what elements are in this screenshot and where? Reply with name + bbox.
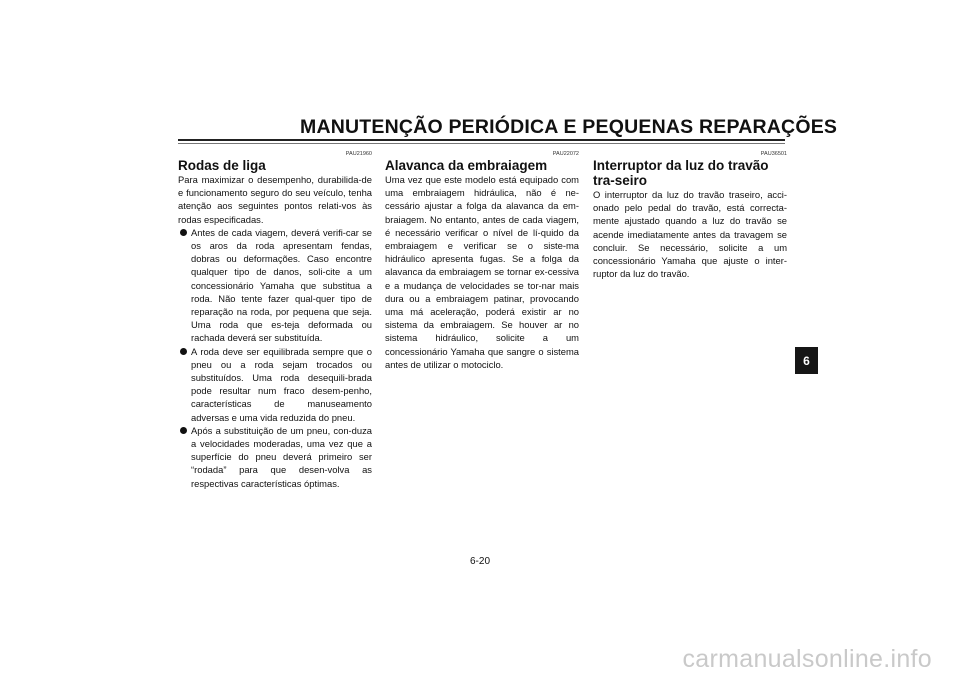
page-header-title: MANUTENÇÃO PERIÓDICA E PEQUENAS REPARAÇÕES	[300, 116, 838, 138]
chapter-tab: 6	[795, 347, 818, 374]
section-code: PAU36501	[760, 151, 787, 157]
list-item: Antes de cada viagem, deverá verifi-car se os aros da roda apresentam fendas, dobras ou deformações. Caso encontre qualquer tipo de danos, soli-cite a um concessionário Yamaha que substitua a roda. Não tente fazer qual-quer tipo de reparação na roda, por pequena que seja. Uma roda que es-teja deformada ou rachada deverá ser substituída.	[178, 226, 372, 345]
section-alloy-wheels	[178, 150, 372, 490]
section-title: Rodas de liga	[178, 158, 266, 173]
bullet-list	[178, 226, 372, 490]
section-title: Alavanca da embraiagem	[385, 158, 548, 173]
watermark: carmanualsonline.info	[682, 645, 932, 673]
header-rule-thin	[178, 143, 785, 144]
bullet-icon	[180, 229, 187, 236]
section-body: O interruptor da luz do travão traseiro, acci-onado pelo pedal do travão, está correcta-mente ajustado quando a luz do travão se acende imediatamente antes da travagem se concluir. Se necessário, solicite a um concessionário Yamaha que ajuste o inter-ruptor da luz do travão.	[593, 189, 787, 280]
bullet-icon	[180, 348, 187, 355]
page-number: 6-20	[469, 556, 490, 567]
list-item: Após a substituição de um pneu, con-duza a velocidades moderadas, uma vez que a superfície do pneu deverá primeiro ser “rodada” para que desen-volva as respectivas características óptimas.	[178, 424, 372, 490]
header-rule	[178, 139, 785, 141]
bullet-icon	[180, 427, 187, 434]
list-item: A roda deve ser equilibrada sempre que o pneu ou a roda sejam trocados ou substituídos. Uma roda desequili-brada pode resultar num fraco desem-penho, características de manuseamento adversas e uma vida reduzida do pneu.	[178, 345, 372, 424]
section-code: PAU21960	[345, 151, 372, 157]
section-rear-brake-light-switch	[593, 150, 787, 280]
section-clutch-lever	[385, 150, 579, 371]
section-title: Interruptor da luz do travão tra-seiro	[593, 158, 769, 188]
section-code: PAU22072	[552, 151, 579, 157]
section-body: Uma vez que este modelo está equipado com uma embraiagem hidráulica, não é ne-cessário ajustar a folga da alavanca da em-braiagem. No entanto, antes de cada viagem, é necessário verificar o nível de lí-quido da embraiagem e verificar se o siste-ma hidráulico apresenta fugas. Se a folga da alavanca da embraiagem se tornar ex-cessiva e a mudança de velocidades se tor-nar mais dura ou a embraiagem patinar, provocando uma má aceleração, poderá existir ar no sistema da embraiagem. Se houver ar no sistema hidráulico, solicite a um concessionário Yamaha que sangre o sistema antes de utilizar o motociclo.	[385, 174, 579, 370]
section-intro: Para maximizar o desempenho, durabilida-de e funcionamento seguro do seu veículo, tenha atenção aos seguintes pontos relati-vos às rodas especificadas.	[178, 174, 372, 225]
